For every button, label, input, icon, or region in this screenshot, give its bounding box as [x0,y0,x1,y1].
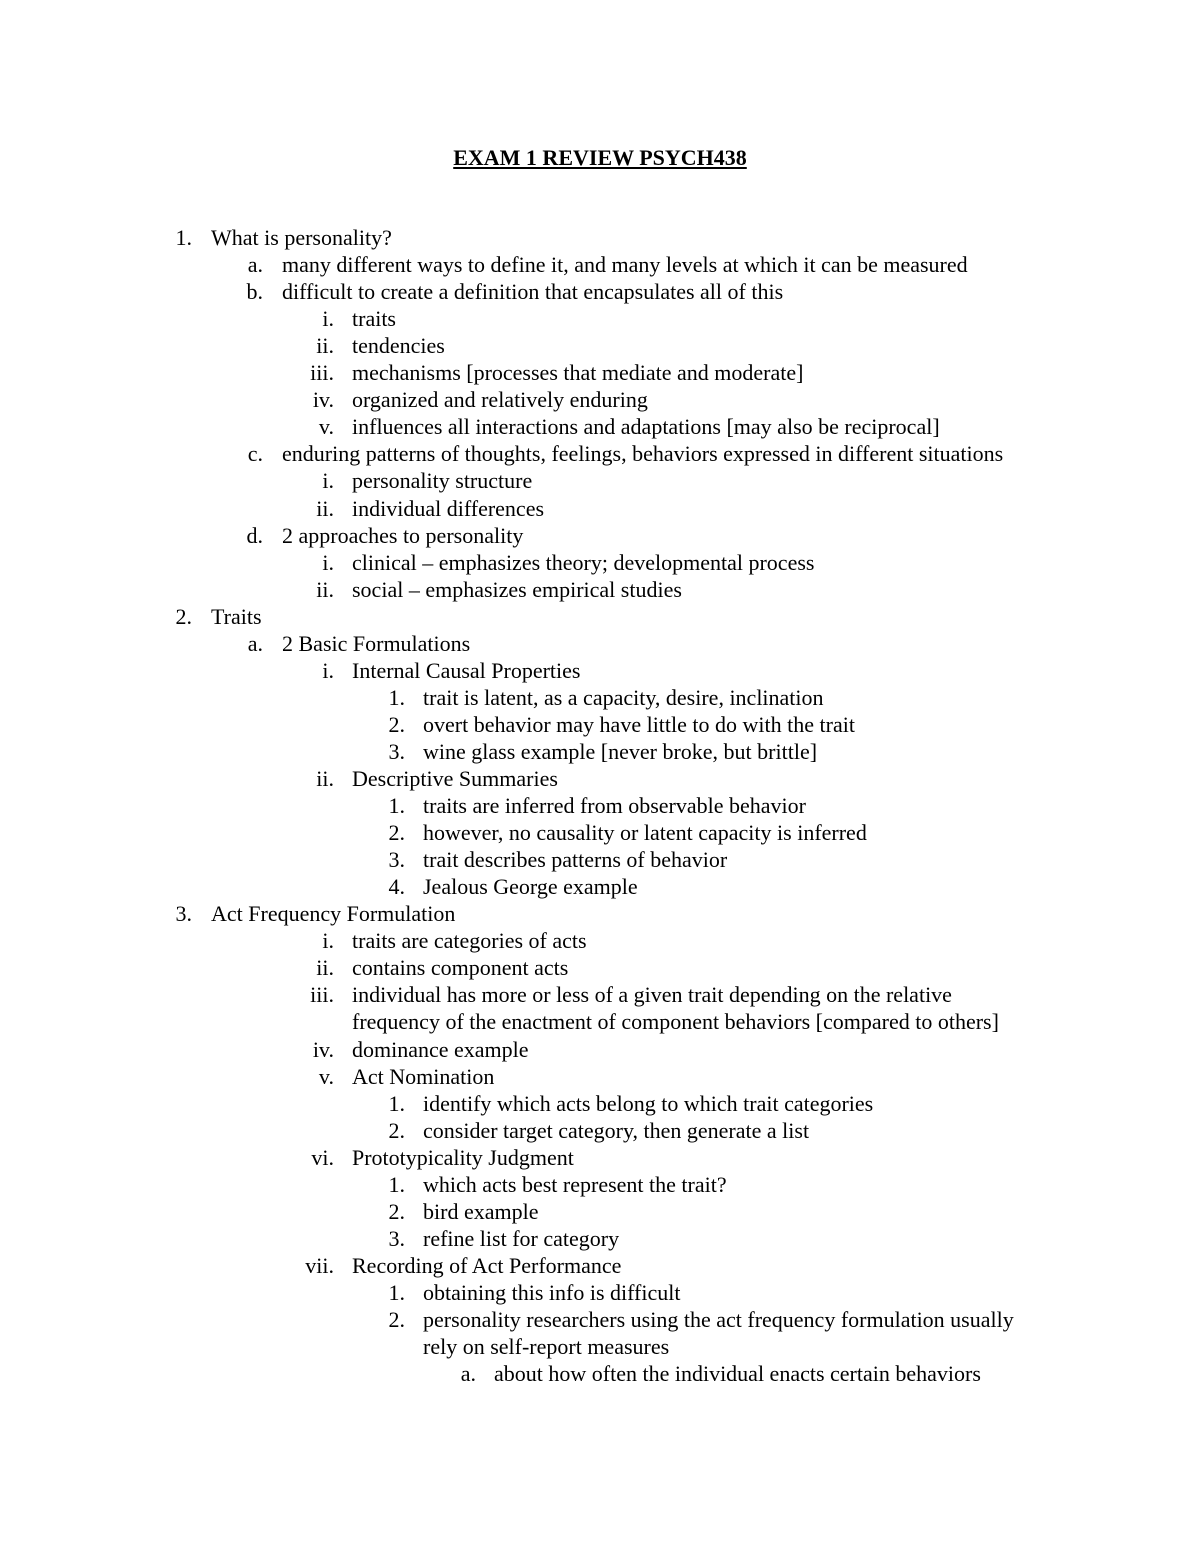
outline-item-text: identify which acts belong to which trait categories [423,1090,874,1116]
outline-item-marker: 1. [388,1090,405,1116]
outline-item [0,1225,1200,1252]
outline-item [0,1306,1200,1333]
outline-item-marker: a. [247,630,263,656]
outline-item-marker: 3. [175,901,192,927]
outline-item-marker: ii. [316,766,334,791]
outline-item-text: Descriptive Summaries [352,766,558,791]
outline-item-marker: i. [322,468,334,494]
outline-item-text: mechanisms [processes that mediate and moderate] [352,360,804,386]
outline-item-text: wine glass example [never broke, but brittle] [423,738,818,764]
outline-item-text: contains component acts [352,955,569,981]
outline-item [0,1144,1200,1171]
outline-item-text: trait is latent, as a capacity, desire, inclination [423,684,824,710]
outline-item [0,1360,1200,1387]
outline-item [0,738,1200,765]
outline-item [0,792,1200,819]
outline-item-text: Jealous George example [423,874,638,900]
outline-item-text: overt behavior may have little to do with the trait [423,711,855,737]
outline-item-text: bird example [423,1198,539,1224]
outline-item-text: Act Nomination [352,1063,495,1089]
outline-item-text: tendencies [352,333,445,359]
outline-item [0,1279,1200,1306]
outline-item [0,1117,1200,1144]
outline-item [0,873,1200,900]
outline-item-text: trait describes patterns of behavior [423,847,728,873]
outline-item-marker: v. [318,414,334,440]
outline-item-marker: a. [247,252,263,278]
outline-item-text: Recording of Act Performance [352,1252,622,1278]
outline-item-text: Prototypicality Judgment [352,1144,574,1170]
outline-item-marker: i. [322,306,334,332]
outline-item [0,1036,1200,1063]
outline-item [0,495,1200,522]
outline-item-marker: vii. [305,1252,334,1278]
outline-item-marker: vi. [311,1144,334,1170]
outline-item-text: Traits [211,603,262,629]
outline-item-marker: b. [246,279,263,305]
outline-item [0,603,1200,630]
outline-item-marker: 1. [388,1171,405,1197]
outline-item-marker: i. [322,928,334,954]
outline-item-text: refine list for category [423,1225,620,1251]
outline-item-text: clinical – emphasizes theory; developmental process [352,549,815,575]
outline-item-text: obtaining this info is difficult [423,1279,681,1305]
outline-item [0,711,1200,738]
outline-item-text: individual differences [352,495,545,521]
outline-item [0,522,1200,549]
outline-item-marker: 2. [388,1117,405,1143]
outline-item [0,305,1200,332]
outline-item-marker: i. [322,657,334,683]
outline-item-marker: 2. [388,820,405,846]
outline-item-marker: 2. [388,1198,405,1224]
outline-item-text: consider target category, then generate a list [423,1117,810,1143]
outline-item [0,684,1200,711]
outline-item [0,332,1200,359]
outline-item-marker: ii. [316,333,334,359]
outline-item-marker: ii. [316,495,334,521]
outline-item-text: many different ways to define it, and many levels at which it can be measured [282,252,968,278]
outline-item-marker: 4. [388,874,405,900]
outline-item [0,657,1200,684]
outline-item-marker: 1. [175,225,192,250]
outline-item [0,927,1200,954]
outline-item [0,440,1200,467]
outline-item-marker: c. [247,441,263,467]
outline-item [0,576,1200,603]
outline-item [0,251,1200,278]
outline-item [0,1252,1200,1279]
outline-item-text: organized and relatively enduring [352,387,648,413]
outline-item-marker: iv. [312,387,334,413]
outline-item-text: social – emphasizes empirical studies [352,576,682,602]
outline-item-marker: 1. [388,684,405,710]
outline-item [0,846,1200,873]
outline-item [0,1198,1200,1225]
outline-item-marker: 1. [388,793,405,819]
outline-item-text: which acts best represent the trait? [423,1171,727,1197]
outline-item [0,386,1200,413]
outline-item-text: 2 Basic Formulations [282,630,471,656]
outline-item [0,954,1200,981]
outline-item-marker: 3. [388,1225,405,1251]
outline-item-marker: 2. [388,1307,405,1332]
outline-item-text: What is personality? [211,225,392,250]
outline-item [0,278,1200,305]
outline-item [0,224,1200,251]
outline-item-text: however, no causality or latent capacity is inferred [423,820,867,846]
outline-item-text: personality researchers using the act frequency formulation usually [423,1307,1014,1332]
outline-item [0,1090,1200,1117]
outline-item-marker: ii. [316,576,334,602]
outline-item [0,359,1200,386]
outline-item-text: traits [352,306,396,332]
outline-item [0,900,1200,927]
outline-item-marker: 3. [388,847,405,873]
outline-item-marker: a. [460,1361,476,1387]
outline-item-marker: 1. [388,1279,405,1305]
outline-item [0,765,1200,792]
outline-item [0,413,1200,440]
outline-item-marker: iii. [310,982,334,1008]
outline-item-text: traits are categories of acts [352,928,587,954]
outline-item-marker: 2. [388,711,405,737]
outline-item-text: rely on self-report measures [423,1334,670,1360]
outline-item-text: influences all interactions and adaptations [may also be reciprocal] [352,414,940,440]
outline-item-text: Act Frequency Formulation [211,901,456,927]
outline-item [0,630,1200,657]
outline-item-marker: iv. [312,1036,334,1062]
outline-item-text: Internal Causal Properties [352,657,581,683]
outline-item [0,1333,1200,1360]
outline-item-marker: 3. [388,738,405,764]
outline-item-marker: 2. [175,603,192,629]
outline-item-marker: iii. [310,360,334,386]
outline-item-text: dominance example [352,1036,529,1062]
outline-item [0,549,1200,576]
outline-item [0,1063,1200,1090]
document-title: EXAM 1 REVIEW PSYCH438 [453,145,747,170]
outline-item-text: frequency of the enactment of component behaviors [compared to others] [352,1009,999,1035]
outline-item [0,981,1200,1008]
outline-item [0,1008,1200,1035]
outline-item [0,1171,1200,1198]
outline-item-text: personality structure [352,468,533,494]
outline-item [0,819,1200,846]
outline-item-marker: v. [318,1063,334,1089]
outline-item-marker: i. [322,549,334,575]
outline-item-text: difficult to create a definition that encapsulates all of this [282,279,784,305]
outline-item [0,467,1200,494]
outline-item-text: individual has more or less of a given trait depending on the relative [352,982,952,1008]
outline-item-text: about how often the individual enacts certain behaviors [494,1361,981,1387]
outline-item-marker: d. [246,522,263,548]
outline-item-text: enduring patterns of thoughts, feelings, behaviors expressed in different situations [282,441,1004,467]
outline-item-marker: ii. [316,955,334,981]
outline-item-text: traits are inferred from observable behavior [423,793,806,819]
outline-item-text: 2 approaches to personality [282,522,524,548]
